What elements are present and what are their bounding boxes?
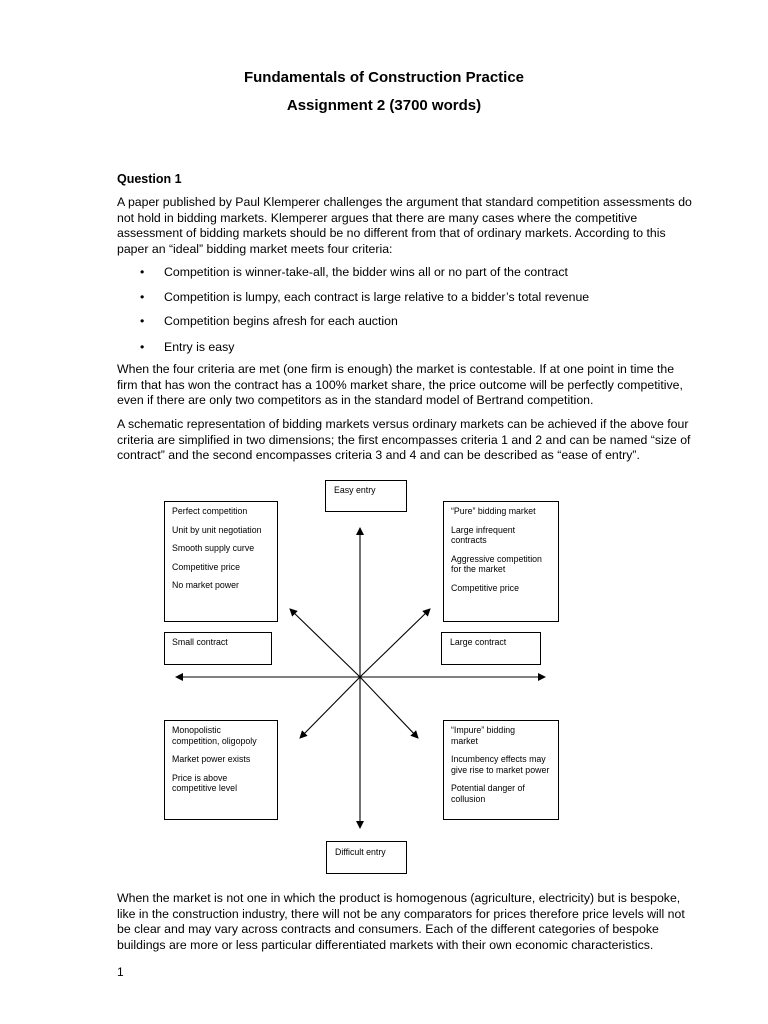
document-subtitle: Assignment 2 (3700 words) xyxy=(286,97,482,114)
easy-entry-label: Easy entry xyxy=(334,485,376,495)
paragraph-intro: A paper published by Paul Klemperer challenges the argument that standard competition assessments do not hold in bidding markets. Klemperer argues that there are many cases where the competitive assessment of bidding markets should be no different from that of ordinary markets. According to this paper an “ideal” bidding market meets four criteria: xyxy=(117,195,692,256)
pure-bidding-point: Competitive price xyxy=(451,582,519,593)
impure-bidding-box xyxy=(443,720,559,820)
axis-upleft-arrow xyxy=(290,609,360,677)
paragraph-schematic: A schematic representation of bidding markets versus ordinary markets can be achieved if the above four criteria are simplified in two dimensions; the first encompasses criteria 1 and 2 and can be named “size of contract” and the second encompasses criteria 3 and 4 and can be described as “ease of entry”. xyxy=(117,417,691,462)
axis-downleft-arrow xyxy=(300,677,360,738)
monopolistic-point: Price is above competitive level xyxy=(172,772,238,793)
perfect-competition-title: Perfect competition xyxy=(172,506,248,516)
perfect-competition-point: No market power xyxy=(172,580,239,590)
small-contract-box xyxy=(164,632,272,665)
difficult-entry-label: Difficult entry xyxy=(335,847,386,857)
impure-bidding-point: Incumbency effects may give rise to market power xyxy=(451,754,550,775)
paragraph-contestable: When the four criteria are met (one firm is enough) the market is contestable. If at one point in time the firm that has won the contract has a 100% market share, the price outcome will be perfectly competitive, even if there are only two competitors as in the standard model of Bertrand competition. xyxy=(117,362,683,407)
paragraph-bespoke: When the market is not one in which the product is homogenous (agriculture, electricity) but is bespoke, like in the construction industry, there will not be any comparators for prices therefore price levels will not be clear and may vary across contracts and consumers. Each of the different categories of bespoke buildings are more or less particular differentiated markets with their own economic characteristics. xyxy=(117,891,685,952)
large-contract-box xyxy=(441,632,541,665)
perfect-competition-point: Competitive price xyxy=(172,561,240,572)
bullet-dot-icon: • xyxy=(140,290,145,304)
monopolistic-point: Market power exists xyxy=(172,754,251,764)
monopolistic-title: Monopolistic competition, oligopoly xyxy=(172,725,257,746)
bullet-text: Competition is winner-take-all, the bidder wins all or no part of the contract xyxy=(164,265,568,279)
monopolistic-box xyxy=(164,720,278,820)
perfect-competition-box xyxy=(164,501,278,622)
bullet-text: Entry is easy xyxy=(164,340,235,354)
axis-upright-arrow xyxy=(360,609,430,677)
bullet-text: Competition begins afresh for each auction xyxy=(164,314,398,328)
document-title: Fundamentals of Construction Practice xyxy=(243,69,525,86)
question-heading: Question 1 xyxy=(117,172,182,186)
bullet-text: Competition is lumpy, each contract is large relative to a bidder’s total revenue xyxy=(164,290,590,304)
impure-bidding-title: “Impure” bidding market xyxy=(451,725,516,746)
page-number: 1 xyxy=(117,965,124,979)
axis-downright-arrow xyxy=(360,677,418,738)
pure-bidding-point: Large infrequent contracts xyxy=(451,524,516,545)
easy-entry-box xyxy=(325,480,407,512)
difficult-entry-box xyxy=(326,841,407,874)
small-contract-label: Small contract xyxy=(172,637,228,647)
pure-bidding-box xyxy=(443,501,559,622)
large-contract-label: Large contract xyxy=(450,637,507,647)
bullet-dot-icon: • xyxy=(140,265,145,279)
pure-bidding-point: Aggressive competition for the market xyxy=(451,553,542,574)
perfect-competition-point: Unit by unit negotiation xyxy=(172,524,262,535)
perfect-competition-point: Smooth supply curve xyxy=(172,543,255,553)
bullet-dot-icon: • xyxy=(140,340,145,354)
bullet-dot-icon: • xyxy=(140,314,145,328)
pure-bidding-title: “Pure” bidding market xyxy=(451,506,536,516)
impure-bidding-point: Potential danger of collusion xyxy=(451,783,525,804)
